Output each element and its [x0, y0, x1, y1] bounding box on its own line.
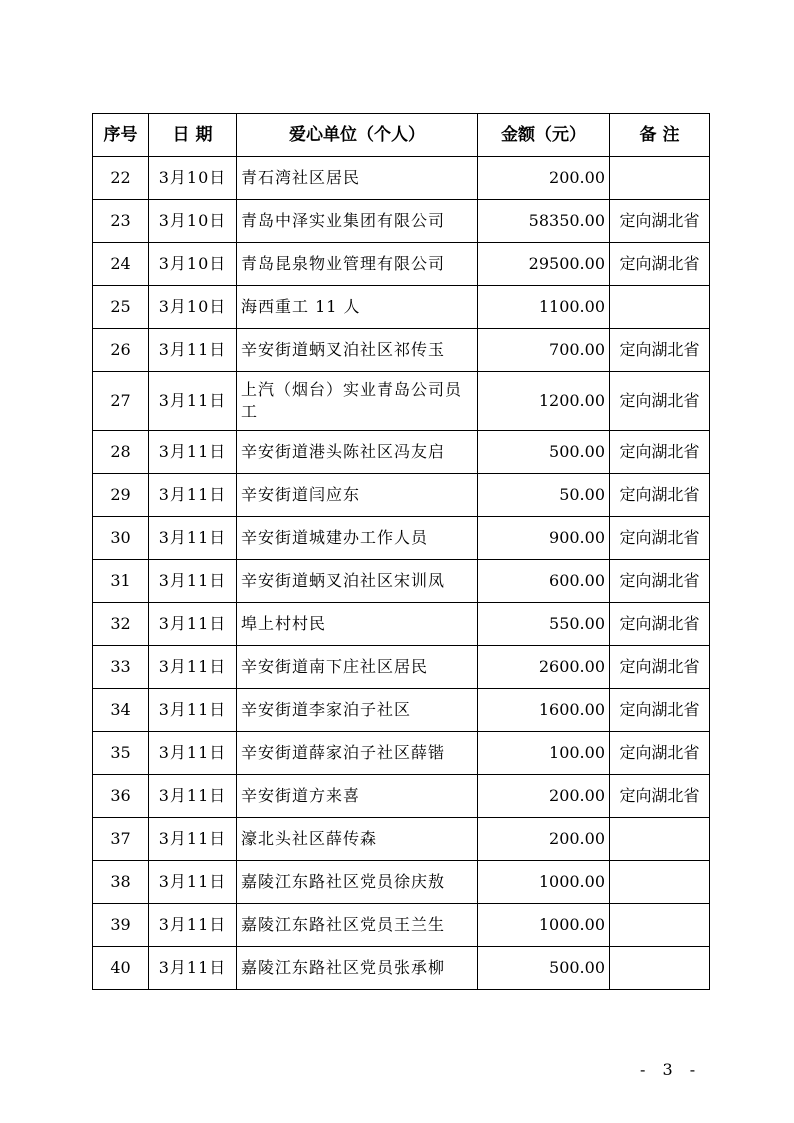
header-serial-number: 序号	[93, 114, 149, 157]
table-row	[93, 861, 710, 904]
cell-donor: 青岛中泽实业集团有限公司	[237, 200, 478, 243]
cell-note	[610, 904, 710, 947]
table-row	[93, 474, 710, 517]
table-row	[93, 157, 710, 200]
cell-amount: 900.00	[478, 517, 610, 560]
table-row	[93, 775, 710, 818]
cell-note: 定向湖北省	[610, 431, 710, 474]
cell-serial-number: 37	[93, 818, 149, 861]
cell-note: 定向湖北省	[610, 646, 710, 689]
cell-serial-number: 30	[93, 517, 149, 560]
cell-date: 3月11日	[149, 431, 237, 474]
cell-serial-number: 39	[93, 904, 149, 947]
cell-serial-number: 28	[93, 431, 149, 474]
table-row	[93, 372, 710, 431]
cell-serial-number: 34	[93, 689, 149, 732]
table-row	[93, 646, 710, 689]
cell-serial-number: 29	[93, 474, 149, 517]
cell-donor: 埠上村村民	[237, 603, 478, 646]
cell-donor: 辛安街道李家泊子社区	[237, 689, 478, 732]
cell-date: 3月11日	[149, 689, 237, 732]
table-row	[93, 947, 710, 990]
cell-note	[610, 947, 710, 990]
cell-serial-number: 40	[93, 947, 149, 990]
cell-serial-number: 27	[93, 372, 149, 431]
cell-serial-number: 32	[93, 603, 149, 646]
cell-amount: 500.00	[478, 431, 610, 474]
cell-note: 定向湖北省	[610, 775, 710, 818]
header-date: 日 期	[149, 114, 237, 157]
cell-amount: 58350.00	[478, 200, 610, 243]
cell-donor: 青石湾社区居民	[237, 157, 478, 200]
table-header-row	[93, 114, 710, 157]
cell-donor: 青岛昆泉物业管理有限公司	[237, 243, 478, 286]
cell-date: 3月11日	[149, 560, 237, 603]
cell-note: 定向湖北省	[610, 372, 710, 431]
cell-amount: 29500.00	[478, 243, 610, 286]
cell-date: 3月11日	[149, 861, 237, 904]
cell-amount: 550.00	[478, 603, 610, 646]
cell-date: 3月10日	[149, 157, 237, 200]
cell-donor: 辛安街道方来喜	[237, 775, 478, 818]
cell-donor: 辛安街道蛃叉泊社区宋训凤	[237, 560, 478, 603]
table-row	[93, 732, 710, 775]
cell-date: 3月11日	[149, 329, 237, 372]
cell-note: 定向湖北省	[610, 689, 710, 732]
cell-donor: 嘉陵江东路社区党员徐庆敖	[237, 861, 478, 904]
cell-amount: 1000.00	[478, 904, 610, 947]
cell-donor: 辛安街道城建办工作人员	[237, 517, 478, 560]
header-note: 备 注	[610, 114, 710, 157]
cell-note	[610, 861, 710, 904]
cell-date: 3月11日	[149, 775, 237, 818]
table-row	[93, 818, 710, 861]
cell-note: 定向湖北省	[610, 243, 710, 286]
cell-date: 3月10日	[149, 200, 237, 243]
cell-donor: 濠北头社区薛传森	[237, 818, 478, 861]
cell-amount: 200.00	[478, 818, 610, 861]
cell-amount: 1200.00	[478, 372, 610, 431]
cell-donor: 嘉陵江东路社区党员王兰生	[237, 904, 478, 947]
cell-donor: 上汽（烟台）实业青岛公司员工	[237, 372, 478, 431]
cell-amount: 700.00	[478, 329, 610, 372]
table-row	[93, 200, 710, 243]
cell-donor: 海西重工 11 人	[237, 286, 478, 329]
table-row	[93, 689, 710, 732]
cell-amount: 2600.00	[478, 646, 610, 689]
cell-amount: 100.00	[478, 732, 610, 775]
cell-note	[610, 818, 710, 861]
header-amount: 金额（元）	[478, 114, 610, 157]
donation-table	[92, 113, 710, 990]
table-row	[93, 603, 710, 646]
cell-date: 3月11日	[149, 947, 237, 990]
cell-note: 定向湖北省	[610, 200, 710, 243]
cell-note: 定向湖北省	[610, 603, 710, 646]
table-body	[93, 157, 710, 990]
cell-amount: 1600.00	[478, 689, 610, 732]
table-row	[93, 517, 710, 560]
cell-date: 3月11日	[149, 517, 237, 560]
table-row	[93, 286, 710, 329]
cell-serial-number: 23	[93, 200, 149, 243]
cell-date: 3月11日	[149, 474, 237, 517]
table-row	[93, 329, 710, 372]
cell-serial-number: 35	[93, 732, 149, 775]
cell-note: 定向湖北省	[610, 517, 710, 560]
cell-serial-number: 26	[93, 329, 149, 372]
cell-note: 定向湖北省	[610, 560, 710, 603]
cell-amount: 600.00	[478, 560, 610, 603]
cell-amount: 500.00	[478, 947, 610, 990]
cell-note: 定向湖北省	[610, 329, 710, 372]
page-number: - 3 -	[640, 1060, 702, 1079]
cell-serial-number: 25	[93, 286, 149, 329]
table-row	[93, 560, 710, 603]
table-row	[93, 904, 710, 947]
cell-note: 定向湖北省	[610, 732, 710, 775]
cell-date: 3月11日	[149, 904, 237, 947]
cell-donor: 辛安街道港头陈社区冯友启	[237, 431, 478, 474]
table-row	[93, 243, 710, 286]
cell-amount: 1100.00	[478, 286, 610, 329]
cell-serial-number: 38	[93, 861, 149, 904]
cell-date: 3月10日	[149, 286, 237, 329]
cell-note	[610, 286, 710, 329]
cell-amount: 50.00	[478, 474, 610, 517]
cell-donor: 辛安街道薛家泊子社区薛锴	[237, 732, 478, 775]
cell-date: 3月11日	[149, 372, 237, 431]
cell-donor: 辛安街道南下庄社区居民	[237, 646, 478, 689]
cell-note: 定向湖北省	[610, 474, 710, 517]
cell-date: 3月11日	[149, 646, 237, 689]
cell-amount: 1000.00	[478, 861, 610, 904]
cell-serial-number: 36	[93, 775, 149, 818]
table-row	[93, 431, 710, 474]
cell-serial-number: 24	[93, 243, 149, 286]
cell-serial-number: 33	[93, 646, 149, 689]
cell-date: 3月11日	[149, 603, 237, 646]
cell-donor: 辛安街道闫应东	[237, 474, 478, 517]
cell-date: 3月11日	[149, 818, 237, 861]
cell-date: 3月11日	[149, 732, 237, 775]
cell-amount: 200.00	[478, 157, 610, 200]
cell-date: 3月10日	[149, 243, 237, 286]
cell-note	[610, 157, 710, 200]
cell-amount: 200.00	[478, 775, 610, 818]
cell-serial-number: 31	[93, 560, 149, 603]
cell-donor: 嘉陵江东路社区党员张承柳	[237, 947, 478, 990]
cell-donor: 辛安街道蛃叉泊社区祁传玉	[237, 329, 478, 372]
header-donor: 爱心单位（个人）	[237, 114, 478, 157]
cell-serial-number: 22	[93, 157, 149, 200]
